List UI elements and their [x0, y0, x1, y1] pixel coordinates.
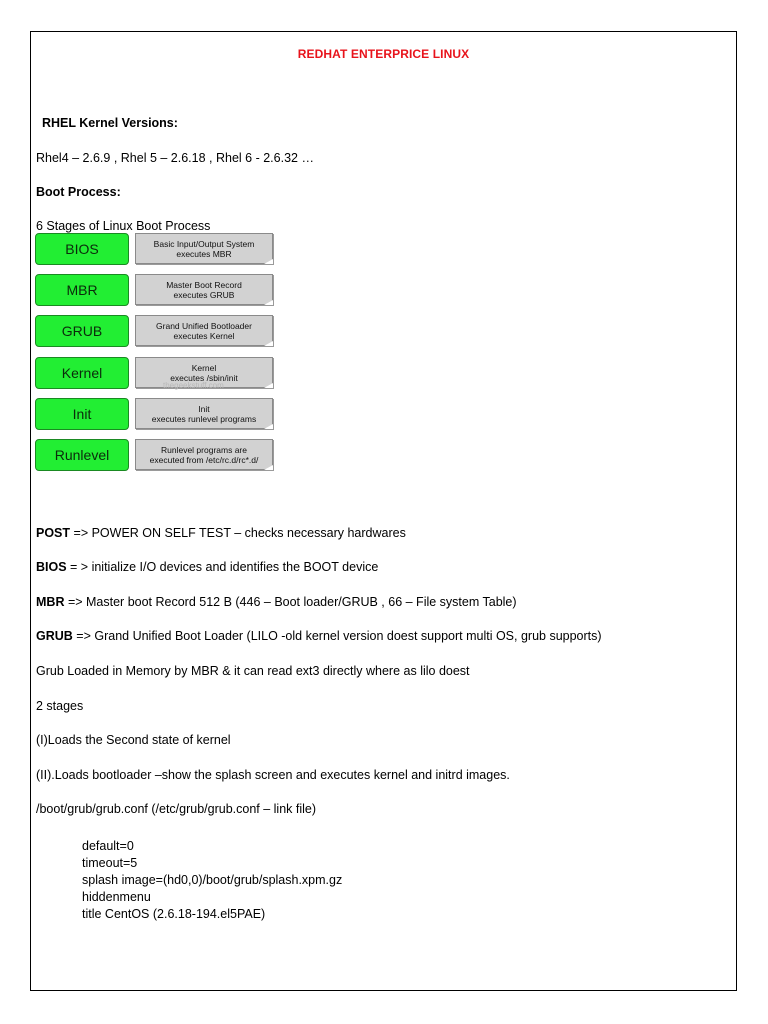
- two-stages-paragraph: 2 stages: [36, 699, 84, 713]
- definition-post: [36, 526, 406, 540]
- stage-runlevel: [35, 439, 275, 473]
- definition-text: => Master boot Record 512 B (446 – Boot loader/GRUB , 66 – File system Table): [64, 595, 517, 609]
- definition-mbr: [36, 595, 517, 609]
- stage-description: [135, 233, 273, 264]
- stage-desc-line1: Init: [198, 403, 210, 414]
- stage-desc-line2: executes Kernel: [173, 330, 235, 341]
- grub-loaded-paragraph: Grub Loaded in Memory by MBR & it can read ext3 directly where as lilo doest: [36, 664, 470, 678]
- stage-name: BIOS: [35, 233, 129, 265]
- stage-desc-line2: executes MBR: [176, 248, 232, 259]
- kernel-versions-heading: RHEL Kernel Versions:: [42, 116, 178, 130]
- definition-grub: [36, 629, 602, 643]
- grub-conf-code: [82, 838, 342, 923]
- definition-term: GRUB: [36, 629, 73, 643]
- code-line: default=0: [82, 839, 134, 853]
- diagram-watermark: thegeekstuff.com: [163, 381, 224, 390]
- stage-desc-line1: Kernel: [191, 362, 217, 373]
- code-line: splash image=(hd0,0)/boot/grub/splash.xpm.gz: [82, 873, 343, 887]
- definition-text: => Grand Unified Boot Loader (LILO -old kernel version doest support multi OS, grub supports): [72, 629, 602, 643]
- stage-name: Runlevel: [35, 439, 129, 471]
- grub-conf-path: /boot/grub/grub.conf (/etc/grub/grub.conf – link file): [36, 802, 317, 816]
- stage-mbr: [35, 274, 275, 308]
- stage-bios: [35, 233, 275, 267]
- stage-name: GRUB: [35, 315, 129, 347]
- code-line: timeout=5: [82, 856, 138, 870]
- definition-text: = > initialize I/O devices and identifies the BOOT device: [66, 560, 379, 574]
- kernel-versions-text: Rhel4 – 2.6.9 , Rhel 5 – 2.6.18 , Rhel 6 - 2.6.32 …: [36, 151, 314, 165]
- stage-kernel: [35, 357, 275, 391]
- code-line: hiddenmenu: [82, 890, 151, 904]
- stage-description: [135, 439, 273, 470]
- stage-desc-line2: executes GRUB: [173, 289, 235, 300]
- code-line: title CentOS (2.6.18-194.el5PAE): [82, 907, 266, 921]
- stage-description: [135, 398, 273, 429]
- stage-name: MBR: [35, 274, 129, 306]
- stage-two-paragraph: (II).Loads bootloader –show the splash screen and executes kernel and initrd images.: [36, 768, 510, 782]
- boot-stages-diagram: [35, 233, 275, 473]
- stage-one-paragraph: (I)Loads the Second state of kernel: [36, 733, 231, 747]
- document-page: [30, 31, 737, 991]
- document-title: REDHAT ENTERPRICE LINUX: [297, 47, 470, 61]
- stage-init: [35, 398, 275, 432]
- stage-desc-line2: executed from /etc/rc.d/rc*.d/: [149, 454, 259, 465]
- definition-text: => POWER ON SELF TEST – checks necessary hardwares: [70, 526, 406, 540]
- definition-term: MBR: [36, 595, 65, 609]
- stage-desc-line1: Grand Unified Bootloader: [156, 320, 252, 331]
- stage-desc-line2: executes runlevel programs: [151, 413, 257, 424]
- diagram-caption: 6 Stages of Linux Boot Process: [36, 219, 211, 233]
- stage-description: [135, 274, 273, 305]
- stage-desc-line1: Runlevel programs are: [161, 444, 247, 455]
- stage-name: Kernel: [35, 357, 129, 389]
- definition-term: POST: [36, 526, 71, 540]
- definition-term: BIOS: [36, 560, 67, 574]
- definition-bios: [36, 560, 378, 574]
- stage-desc-line1: Master Boot Record: [166, 279, 242, 290]
- stage-desc-line2: executes /sbin/init: [170, 372, 238, 383]
- stage-description: [135, 315, 273, 346]
- stage-name: Init: [35, 398, 129, 430]
- boot-process-heading: Boot Process:: [36, 185, 121, 199]
- stage-grub: [35, 315, 275, 349]
- stage-desc-line1: Basic Input/Output System: [153, 238, 255, 249]
